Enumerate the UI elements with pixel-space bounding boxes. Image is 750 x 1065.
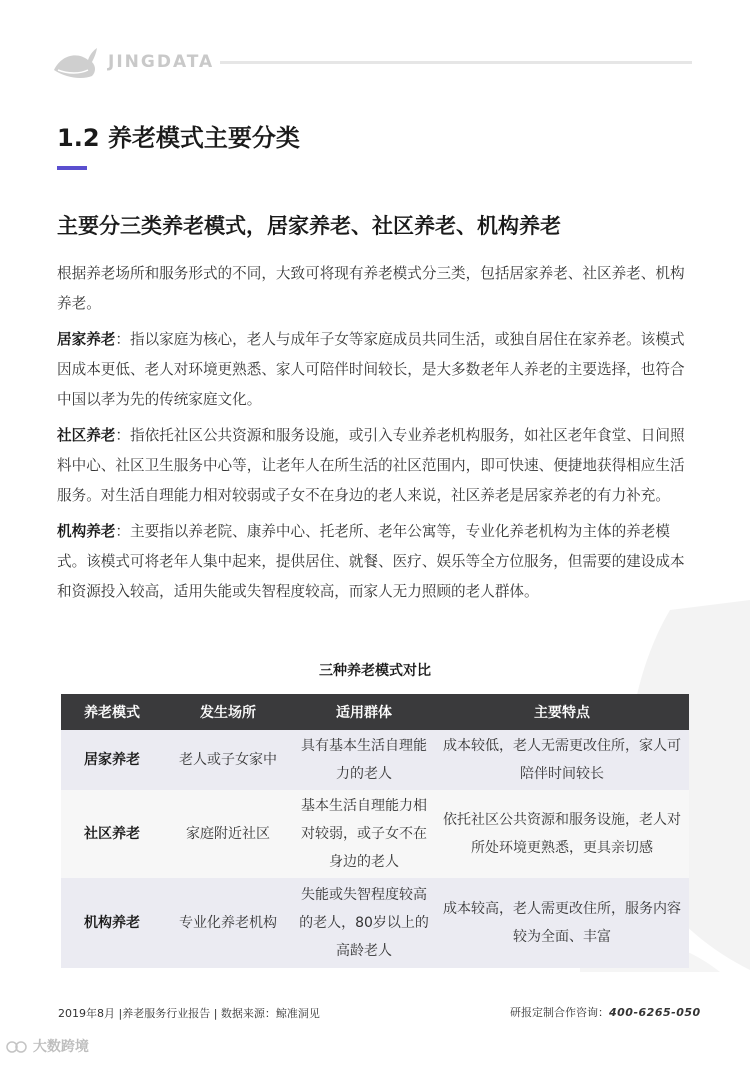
body-text — [57, 259, 697, 613]
term-community-care: 社区养老 — [57, 427, 116, 444]
table-row — [61, 790, 689, 878]
term-home-care: 居家养老 — [57, 331, 116, 348]
header-mode: 养老模式 — [61, 694, 163, 730]
subheading: 主要分三类养老模式，居家养老、社区养老、机构养老 — [57, 214, 561, 238]
cell-features: 成本较高，老人需更改住所，服务内容较为全面、丰富 — [435, 878, 689, 968]
comparison-table — [61, 694, 689, 968]
whale-logo-icon — [52, 44, 98, 80]
paragraph-text: ：指以家庭为核心，老人与成年子女等家庭成员共同生活，或独自居住在家养老。该模式因成本更低、老人对环境更熟悉、家人可陪伴时间较长，是大多数老年人养老的主要选择，也符合中国以孝为先的传统家庭文化。 — [57, 331, 685, 408]
intro-paragraph: 根据养老场所和服务形式的不同，大致可将现有养老模式分三类，包括居家养老、社区养老、机构养老。 — [57, 265, 685, 312]
table-header-row — [61, 694, 689, 730]
brand-name: JINGDATA — [108, 52, 215, 72]
header-group: 适用群体 — [293, 694, 435, 730]
cell-group: 失能或失智程度较高的老人，80岁以上的高龄老人 — [293, 878, 435, 968]
footer-source: 2019年8月 |养老服务行业报告 | 数据来源：鲸准洞见 — [58, 1007, 320, 1020]
header-place: 发生场所 — [163, 694, 293, 730]
header-divider — [220, 61, 692, 64]
paragraph-text: ：主要指以养老院、康养中心、托老所、老年公寓等，专业化养老机构为主体的养老模式。该模式可将老年人集中起来，提供居住、就餐、医疗、娱乐等全方位服务，但需要的建设成本和资源投入较高，适用失能或失智程度较高，而家人无力照顾的老人群体。 — [57, 523, 685, 600]
table-row — [61, 878, 689, 968]
paragraph-community-care — [57, 421, 697, 511]
section-title: 1.2 养老模式主要分类 — [57, 124, 300, 152]
table-caption: 三种养老模式对比 — [319, 663, 431, 679]
term-institution-care: 机构养老 — [57, 523, 116, 540]
cell-place: 老人或子女家中 — [163, 730, 293, 790]
cell-mode: 居家养老 — [61, 730, 163, 790]
paragraph-institution-care — [57, 517, 697, 607]
header-features: 主要特点 — [435, 694, 689, 730]
cell-features: 依托社区公共资源和服务设施，老人对所处环境更熟悉，更具亲切感 — [435, 790, 689, 878]
footer-contact — [510, 1004, 701, 1020]
footer-phone: 400-6265-050 — [609, 1006, 701, 1019]
cell-mode: 社区养老 — [61, 790, 163, 878]
watermark-logo-icon — [6, 1040, 28, 1054]
cell-group: 基本生活自理能力相对较弱，或子女不在身边的老人 — [293, 790, 435, 878]
corner-watermark — [6, 1036, 89, 1056]
watermark-text: 大数跨境 — [32, 1039, 89, 1055]
cell-mode: 机构养老 — [61, 878, 163, 968]
cell-group: 具有基本生活自理能力的老人 — [293, 730, 435, 790]
brand-logo — [52, 44, 215, 80]
table-row — [61, 730, 689, 790]
cell-place: 专业化养老机构 — [163, 878, 293, 968]
cell-place: 家庭附近社区 — [163, 790, 293, 878]
title-accent-bar — [57, 166, 87, 170]
footer-contact-label: 研报定制合作咨询： — [510, 1006, 609, 1019]
paragraph-home-care — [57, 325, 697, 415]
paragraph-text: ：指依托社区公共资源和服务设施，或引入专业养老机构服务，如社区老年食堂、日间照料中心、社区卫生服务中心等，让老年人在所生活的社区范围内，即可快速、便捷地获得相应生活服务。对生活自理能力相对较弱或子女不在身边的老人来说，社区养老是居家养老的有力补充。 — [57, 427, 685, 504]
cell-features: 成本较低，老人无需更改住所，家人可陪伴时间较长 — [435, 730, 689, 790]
